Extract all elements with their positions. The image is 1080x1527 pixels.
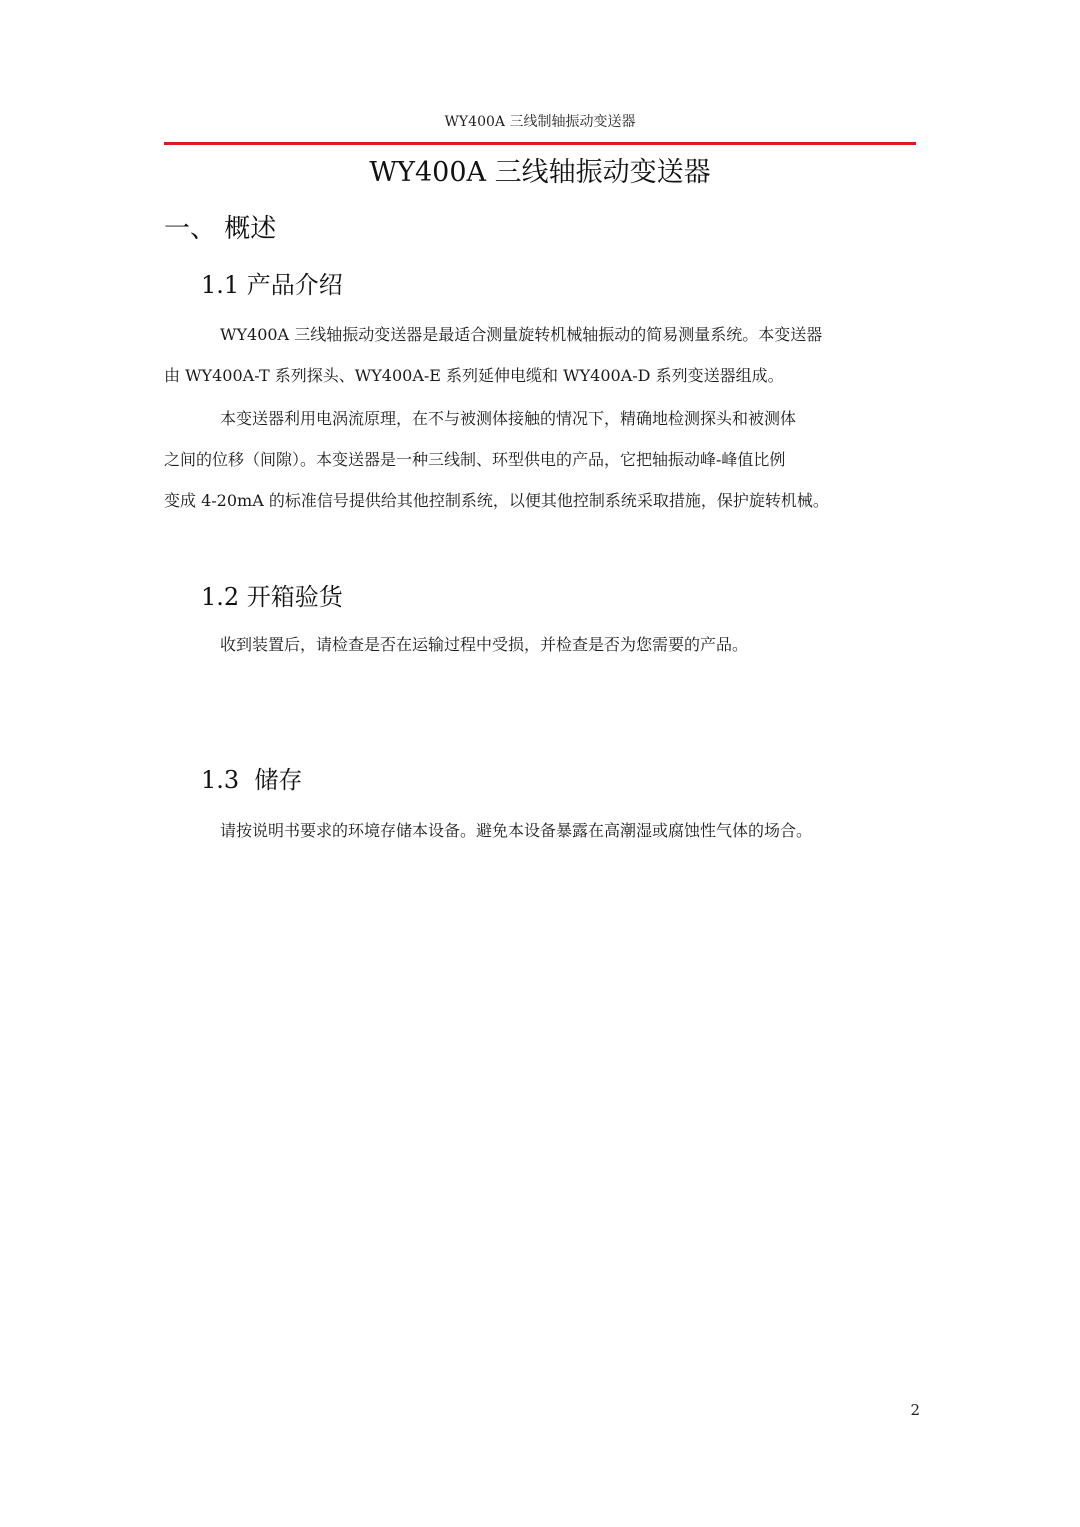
paragraph-line: 本变送器利用电涡流原理，在不与被测体接触的情况下，精确地检测探头和被测体 — [220, 409, 797, 428]
document-title: WY400A 三线轴振动变送器 — [369, 157, 711, 188]
section-heading-overview: 一、 概述 — [164, 214, 277, 244]
paragraph-line: 变成 4-20mA 的标准信号提供给其他控制系统，以便其他控制系统采取措施，保护旋转机械。 — [164, 491, 829, 510]
header-rule — [164, 142, 916, 145]
subheading-product-intro: 1.1 产品介绍 — [201, 271, 343, 299]
paragraph-unpacking — [164, 624, 916, 665]
paragraph-line: WY400A 三线轴振动变送器是最适合测量旋转机械轴振动的简易测量系统。本变送器 — [220, 325, 823, 344]
subheading-unpacking: 1.2 开箱验货 — [201, 583, 343, 611]
paragraph-line: 请按说明书要求的环境存储本设备。避免本设备暴露在高潮湿或腐蚀性气体的场合。 — [220, 821, 813, 840]
paragraph-product-intro-2 — [164, 398, 916, 521]
paragraph-line: 收到装置后，请检查是否在运输过程中受损，并检查是否为您需要的产品。 — [220, 635, 749, 654]
paragraph-product-intro-1 — [164, 314, 916, 396]
page-number: 2 — [910, 1401, 920, 1419]
subheading-storage: 1.3 储存 — [201, 766, 303, 794]
paragraph-line: 之间的位移（间隙）。本变送器是一种三线制、环型供电的产品，它把轴振动峰-峰值比例 — [164, 450, 786, 469]
paragraph-storage — [164, 810, 916, 851]
running-header: WY400A 三线制轴振动变送器 — [444, 114, 636, 130]
paragraph-line: 由 WY400A-T 系列探头、WY400A-E 系列延伸电缆和 WY400A-D 系列变送器组成。 — [164, 366, 784, 385]
